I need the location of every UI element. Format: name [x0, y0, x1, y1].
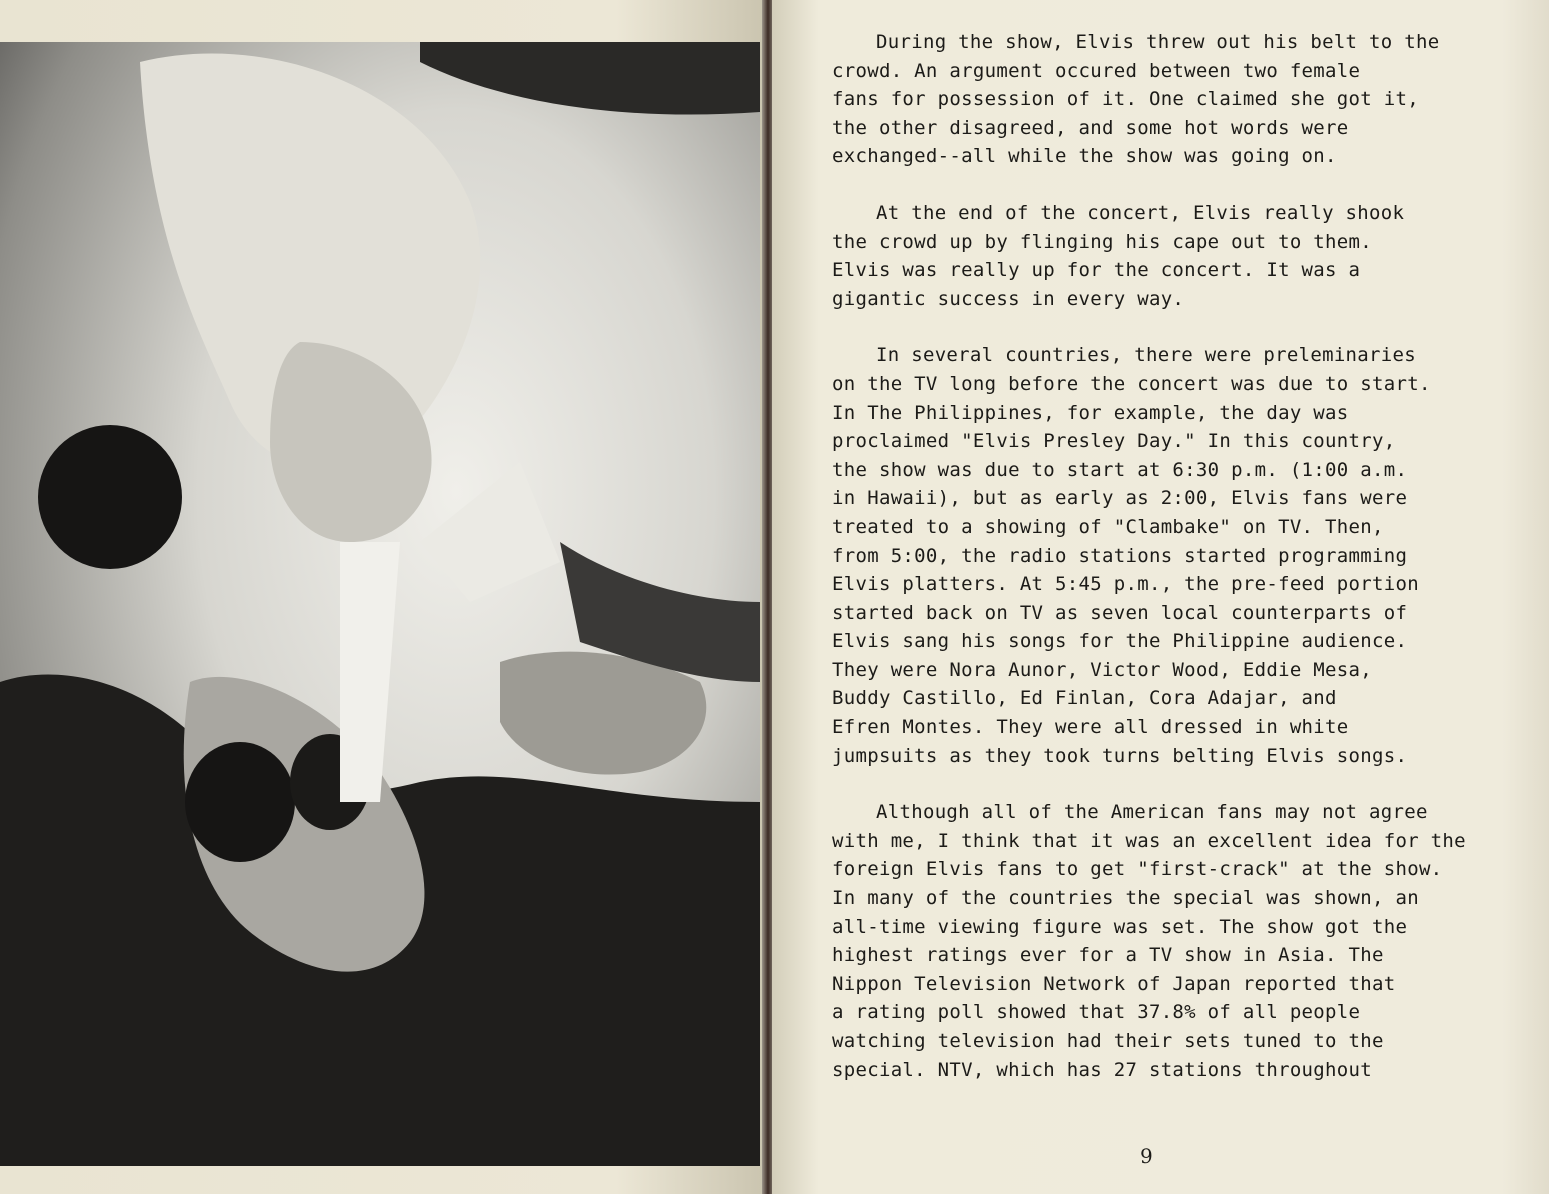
body-text	[832, 28, 1482, 1112]
paragraph: During the show, Elvis threw out his belt to the crowd. An argument occured between two female fans for possession of it. One claimed she got it, the other disagreed, and some hot words were exchanged--all while the show was going on.	[832, 31, 1440, 168]
paragraph: Although all of the American fans may not agree with me, I think that it was an excellent idea for the foreign Elvis fans to get "first-crack" at the show. In many of the countries the special was shown, an all-time viewing figure was set. The show got the highest ratings ever for a TV show in Asia. The Nippon Television Network of Japan reported that a rating poll showed that 37.8% of all people watching television had their sets tuned to the special. NTV, which has 27 stations throughout	[832, 801, 1466, 1081]
paragraph: In several countries, there were preleminaries on the TV long before the concert was due to start. In The Philippines, for example, the day was proclaimed "Elvis Presley Day." In this country, the show was due to start at 6:30 p.m. (1:00 a.m. in Hawaii), but as early as 2:00, Elvis fans were treated to a showing of "Clambake" on TV. Then, from 5:00, the radio stations started programming Elvis platters. At 5:45 p.m., the pre-feed portion started back on TV as seven local counterparts of Elvis sang his songs for the Philippine audience. They were Nora Aunor, Victor Wood, Eddie Mesa, Buddy Castillo, Ed Finlan, Cora Adajar, and Efren Montes. They were all dressed in white jumpsuits as they took turns belting Elvis songs.	[832, 344, 1431, 767]
photograph	[0, 42, 760, 1166]
page-number: 9	[1140, 1144, 1153, 1168]
paragraph: At the end of the concert, Elvis really shook the crowd up by flinging his cape out to them. Elvis was really up for the concert. It was a gigantic success in every way.	[832, 201, 1405, 310]
left-page	[0, 0, 770, 1194]
